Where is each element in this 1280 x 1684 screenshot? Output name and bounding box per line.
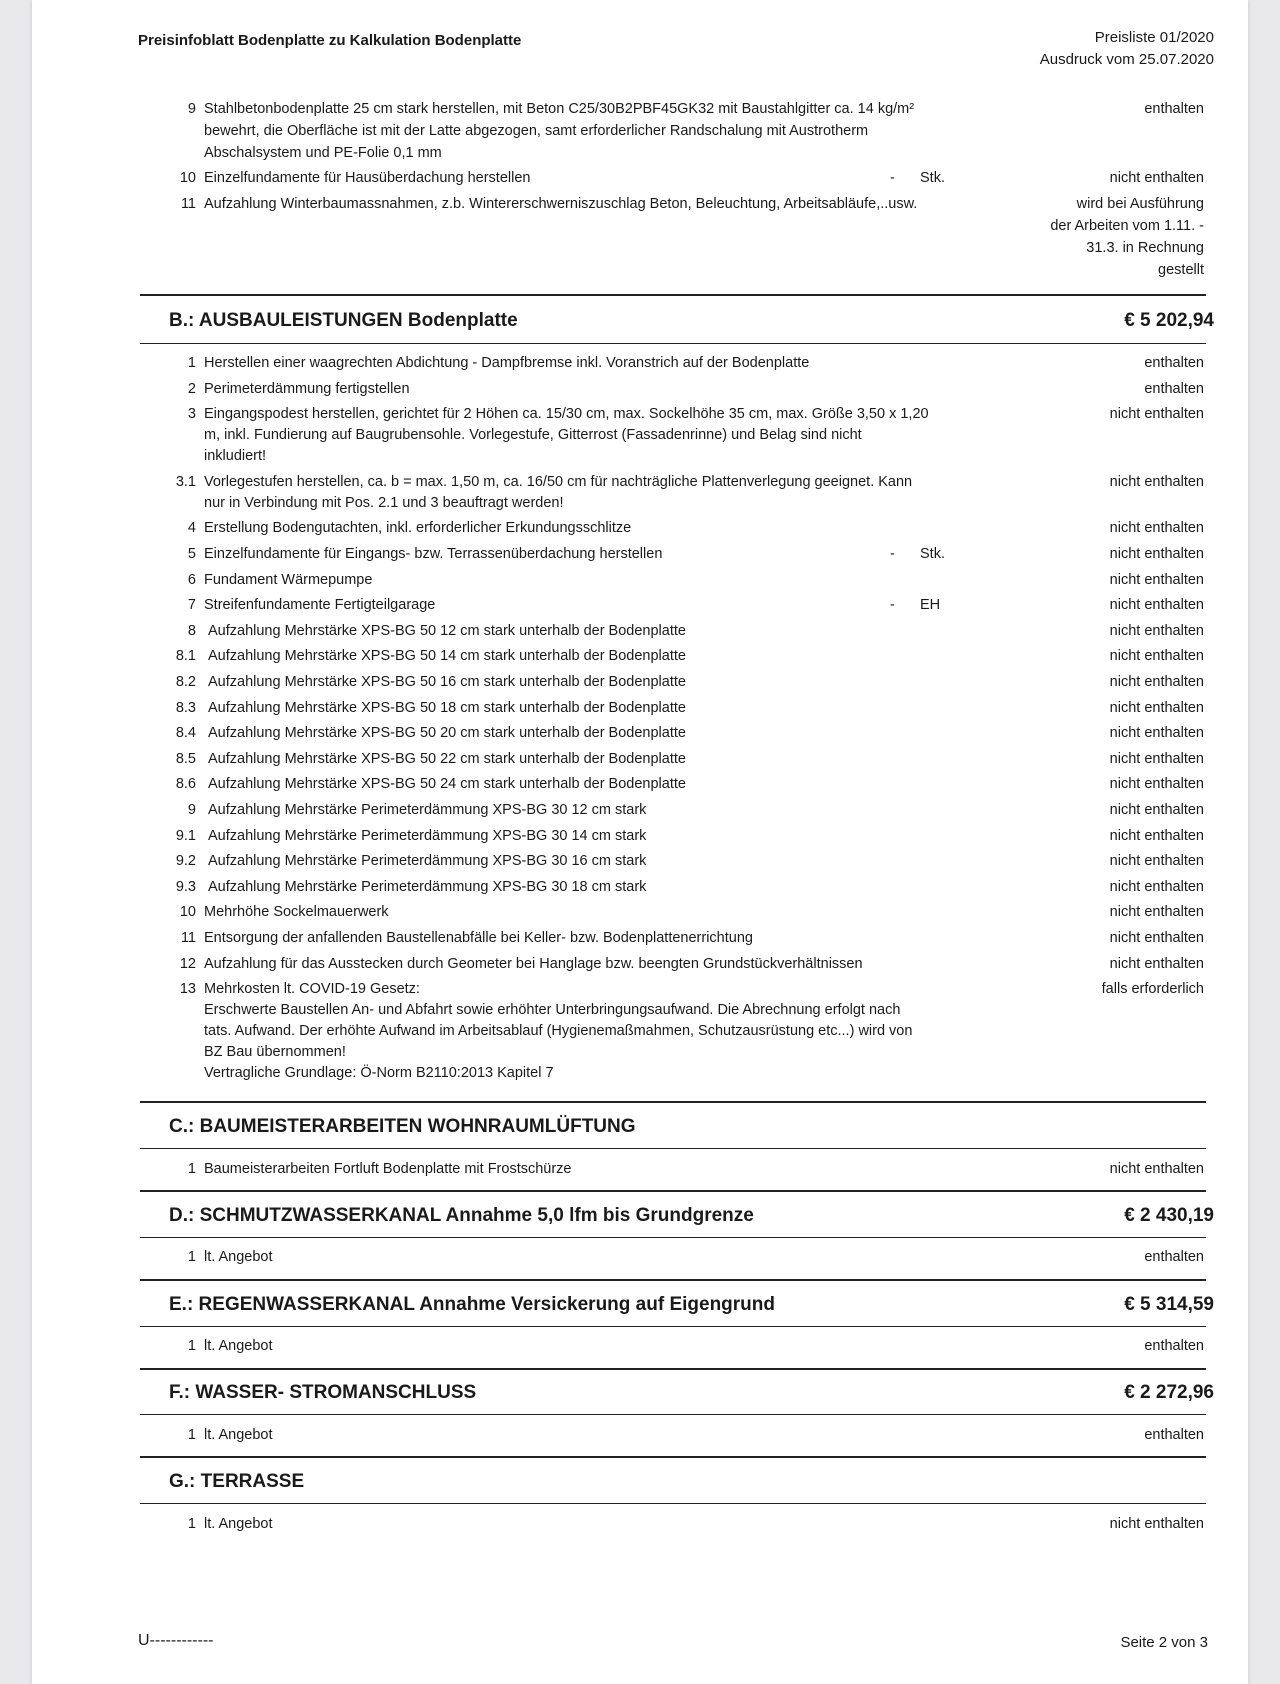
item-text: m, inkl. Fundierung auf Baugrubensohle. Vorlegestufe, Gitterrost (Fassadenrinne) und Belag sind nicht — [204, 427, 862, 444]
item-number: 1 — [187, 1161, 196, 1177]
item-number: 11 — [180, 930, 196, 946]
section-title: C.: BAUMEISTERARBEITEN WOHNRAUMLÜFTUNG — [169, 1116, 636, 1137]
item-status: nicht enthalten — [1109, 802, 1204, 818]
item-text: Perimeterdämmung fertigstellen — [204, 380, 410, 397]
item-status: nicht enthalten — [1109, 955, 1204, 972]
item-status: wird bei Ausführung — [1076, 196, 1204, 212]
item-number: 3.1 — [175, 473, 196, 490]
item-text: Aufzahlung Mehrstärke XPS-BG 50 18 cm stark unterhalb der Bodenplatte — [208, 699, 686, 716]
section-divider — [140, 1279, 1206, 1281]
pricelist-label: Preisliste 01/2020 — [1094, 29, 1214, 46]
item-status: gestellt — [1158, 262, 1204, 278]
item-status: falls erforderlich — [1101, 981, 1204, 998]
item-text: Aufzahlung Mehrstärke Perimeterdämmung XPS-BG 30 14 cm stark — [208, 827, 647, 844]
item-number: 12 — [179, 955, 196, 972]
item-number: 8 — [187, 622, 196, 639]
item-number: 9 — [187, 101, 196, 117]
item-number: 10 — [179, 170, 196, 186]
item-text: Einzelfundamente für Hausüberdachung herstellen — [204, 170, 531, 186]
item-status: der Arbeiten vom 1.11. - — [1050, 218, 1204, 234]
item-status: nicht enthalten — [1109, 674, 1204, 690]
item-text: Aufzahlung Mehrstärke XPS-BG 50 24 cm stark unterhalb der Bodenplatte — [208, 776, 686, 793]
section-divider — [140, 1101, 1206, 1103]
item-status: nicht enthalten — [1109, 571, 1204, 588]
item-text: lt. Angebot — [204, 1427, 273, 1443]
item-number: 6 — [187, 571, 196, 588]
item-text: Stahlbetonbodenplatte 25 cm stark herstellen, mit Beton C25/30B2PBF45GK32 mit Baustahlgitter ca. 14 kg/m² — [204, 101, 915, 117]
item-text: Abschalsystem und PE-Folie 0,1 mm — [204, 145, 442, 161]
item-status: nicht enthalten — [1109, 170, 1204, 186]
item-status: nicht enthalten — [1109, 648, 1204, 665]
item-text: Mehrhöhe Sockelmauerwerk — [204, 904, 389, 921]
item-number: 10 — [179, 904, 196, 921]
item-text: lt. Angebot — [204, 1249, 273, 1265]
section-divider — [140, 1237, 1206, 1238]
item-text: Streifenfundamente Fertigteilgarage — [204, 597, 436, 614]
item-number: 2 — [187, 380, 196, 397]
item-status: enthalten — [1144, 1338, 1204, 1354]
item-status: nicht enthalten — [1109, 520, 1204, 537]
item-status: nicht enthalten — [1109, 699, 1204, 716]
print-date: Ausdruck vom 25.07.2020 — [1039, 51, 1214, 68]
item-number: 11 — [180, 196, 196, 212]
item-text: Aufzahlung Winterbaumassnahmen, z.b. Wintererschwerniszuschlag Beton, Beleuchtung, Arbeitsabläufe,..usw. — [204, 196, 918, 212]
item-status: nicht enthalten — [1109, 725, 1204, 742]
item-unit: EH — [920, 597, 941, 614]
item-text: Aufzahlung für das Ausstecken durch Geometer bei Hanglage bzw. beengten Grundstückverhältnissen — [204, 955, 863, 972]
page-number: Seite 2 von 3 — [1120, 1634, 1208, 1651]
item-status: nicht enthalten — [1109, 878, 1204, 895]
section-divider — [140, 1148, 1206, 1149]
item-status: nicht enthalten — [1109, 1161, 1204, 1177]
item-number: 13 — [179, 981, 196, 998]
item-text: Herstellen einer waagrechten Abdichtung - Dampfbremse inkl. Voranstrich auf der Bodenplatte — [204, 355, 810, 371]
section-title: E.: REGENWASSERKANAL Annahme Versickerung auf Eigengrund — [169, 1294, 775, 1315]
item-number: 1 — [187, 355, 196, 371]
item-text: lt. Angebot — [204, 1338, 273, 1354]
item-text: inkludiert! — [204, 448, 267, 465]
item-text: Aufzahlung Mehrstärke XPS-BG 50 12 cm stark unterhalb der Bodenplatte — [208, 622, 686, 639]
item-text: Fundament Wärmepumpe — [204, 571, 373, 588]
item-status: 31.3. in Rechnung — [1086, 240, 1204, 256]
item-status: nicht enthalten — [1109, 597, 1204, 614]
unit-dash: - — [890, 170, 895, 186]
item-number: 9.1 — [175, 827, 196, 844]
item-number: 8.1 — [175, 648, 196, 665]
item-number: 3 — [187, 406, 196, 423]
item-text: nur in Verbindung mit Pos. 2.1 und 3 beauftragt werden! — [204, 494, 564, 511]
section-divider — [140, 1503, 1206, 1504]
item-status: nicht enthalten — [1109, 622, 1204, 639]
item-text: Erstellung Bodengutachten, inkl. erforderlicher Erkundungsschlitze — [204, 520, 632, 537]
item-number: 1 — [187, 1338, 196, 1354]
item-status: nicht enthalten — [1109, 750, 1204, 767]
document-title: Preisinfoblatt Bodenplatte zu Kalkulation Bodenplatte — [138, 32, 522, 49]
section-amount: € 2 272,96 — [1124, 1382, 1214, 1403]
item-text: Mehrkosten lt. COVID-19 Gesetz: — [204, 981, 420, 998]
section-amount: € 2 430,19 — [1124, 1205, 1214, 1226]
item-status: enthalten — [1144, 355, 1204, 371]
section-divider — [140, 294, 1206, 296]
section-divider — [140, 343, 1206, 344]
item-number: 8.3 — [175, 699, 196, 716]
item-number: 9.2 — [175, 853, 196, 870]
item-text: Aufzahlung Mehrstärke XPS-BG 50 16 cm stark unterhalb der Bodenplatte — [208, 674, 686, 690]
section-divider — [140, 1326, 1206, 1327]
section-title: B.: AUSBAULEISTUNGEN Bodenplatte — [169, 310, 518, 331]
item-number: 1 — [187, 1249, 196, 1265]
item-number: 7 — [187, 597, 196, 614]
item-status: nicht enthalten — [1109, 827, 1204, 844]
item-text: Aufzahlung Mehrstärke XPS-BG 50 20 cm stark unterhalb der Bodenplatte — [208, 725, 686, 742]
section-divider — [140, 1414, 1206, 1415]
item-text: Erschwerte Baustellen An- und Abfahrt sowie erhöhter Unterbringungsaufwand. Die Abrechnung erfolgt nach — [204, 1002, 901, 1019]
item-text: bewehrt, die Oberfläche ist mit der Latte abgezogen, samt erforderlicher Randschalung mit Austrotherm — [204, 123, 869, 139]
item-status: nicht enthalten — [1109, 546, 1204, 562]
item-text: Aufzahlung Mehrstärke XPS-BG 50 22 cm stark unterhalb der Bodenplatte — [208, 750, 686, 767]
item-number: 9.3 — [175, 878, 196, 895]
section-divider — [140, 1456, 1206, 1458]
item-text: BZ Bau übernommen! — [204, 1044, 346, 1061]
item-unit: Stk. — [920, 170, 945, 186]
item-number: 1 — [187, 1516, 196, 1532]
item-number: 4 — [187, 520, 196, 537]
item-unit: Stk. — [920, 546, 945, 562]
item-text: Vertragliche Grundlage: Ö-Norm B2110:2013 Kapitel 7 — [204, 1065, 554, 1082]
item-text: Aufzahlung Mehrstärke Perimeterdämmung XPS-BG 30 12 cm stark — [208, 802, 647, 818]
item-number: 8.4 — [175, 725, 196, 742]
unit-dash: - — [890, 546, 895, 562]
item-text: Baumeisterarbeiten Fortluft Bodenplatte mit Frostschürze — [204, 1161, 572, 1177]
item-text: lt. Angebot — [204, 1516, 273, 1532]
section-amount: € 5 202,94 — [1124, 310, 1214, 331]
item-text: Vorlegestufen herstellen, ca. b = max. 1,50 m, ca. 16/50 cm für nachträgliche Plattenverlegung geeignet. Kann — [204, 473, 913, 490]
item-number: 1 — [187, 1427, 196, 1443]
item-status: nicht enthalten — [1109, 776, 1204, 793]
document-meta — [1040, 27, 1214, 71]
item-number: 8.2 — [175, 674, 196, 690]
section-amount: € 5 314,59 — [1124, 1294, 1214, 1315]
item-number: 5 — [187, 546, 196, 562]
section-divider — [140, 1190, 1206, 1192]
item-number: 8.6 — [175, 776, 196, 793]
item-status: nicht enthalten — [1109, 930, 1204, 946]
item-text: Aufzahlung Mehrstärke XPS-BG 50 14 cm stark unterhalb der Bodenplatte — [208, 648, 686, 665]
item-text: Aufzahlung Mehrstärke Perimeterdämmung XPS-BG 30 16 cm stark — [208, 853, 647, 870]
unit-dash: - — [890, 597, 895, 614]
signature-line: U------------ — [138, 1632, 214, 1649]
item-status: enthalten — [1144, 380, 1204, 397]
item-number: 8.5 — [175, 750, 196, 767]
item-number: 9 — [187, 802, 196, 818]
item-text: Aufzahlung Mehrstärke Perimeterdämmung XPS-BG 30 18 cm stark — [208, 878, 647, 895]
item-status: enthalten — [1144, 1427, 1204, 1443]
item-status: nicht enthalten — [1109, 473, 1204, 490]
item-text: Entsorgung der anfallenden Baustellenabfälle bei Keller- bzw. Bodenplattenerrichtung — [204, 930, 753, 946]
item-status: enthalten — [1144, 1249, 1204, 1265]
item-status: nicht enthalten — [1109, 904, 1204, 921]
section-title: D.: SCHMUTZWASSERKANAL Annahme 5,0 lfm bis Grundgrenze — [169, 1205, 754, 1226]
section-divider — [140, 1368, 1206, 1370]
item-status: nicht enthalten — [1109, 406, 1204, 423]
item-status: nicht enthalten — [1109, 853, 1204, 870]
document-page — [32, 0, 1248, 1684]
item-text: Eingangspodest herstellen, gerichtet für 2 Höhen ca. 15/30 cm, max. Sockelhöhe 35 cm, max. Größe 3,50 x 1,20 — [204, 406, 929, 423]
section-title: G.: TERRASSE — [169, 1471, 305, 1492]
item-status: enthalten — [1144, 101, 1204, 117]
item-text: Einzelfundamente für Eingangs- bzw. Terrassenüberdachung herstellen — [204, 546, 663, 562]
item-status: nicht enthalten — [1109, 1516, 1204, 1532]
section-title: F.: WASSER- STROMANSCHLUSS — [169, 1382, 477, 1403]
item-text: tats. Aufwand. Der erhöhte Aufwand im Arbeitsablauf (Hygienemaßmahmen, Schutzausrüstung etc...) wird von — [204, 1023, 913, 1040]
